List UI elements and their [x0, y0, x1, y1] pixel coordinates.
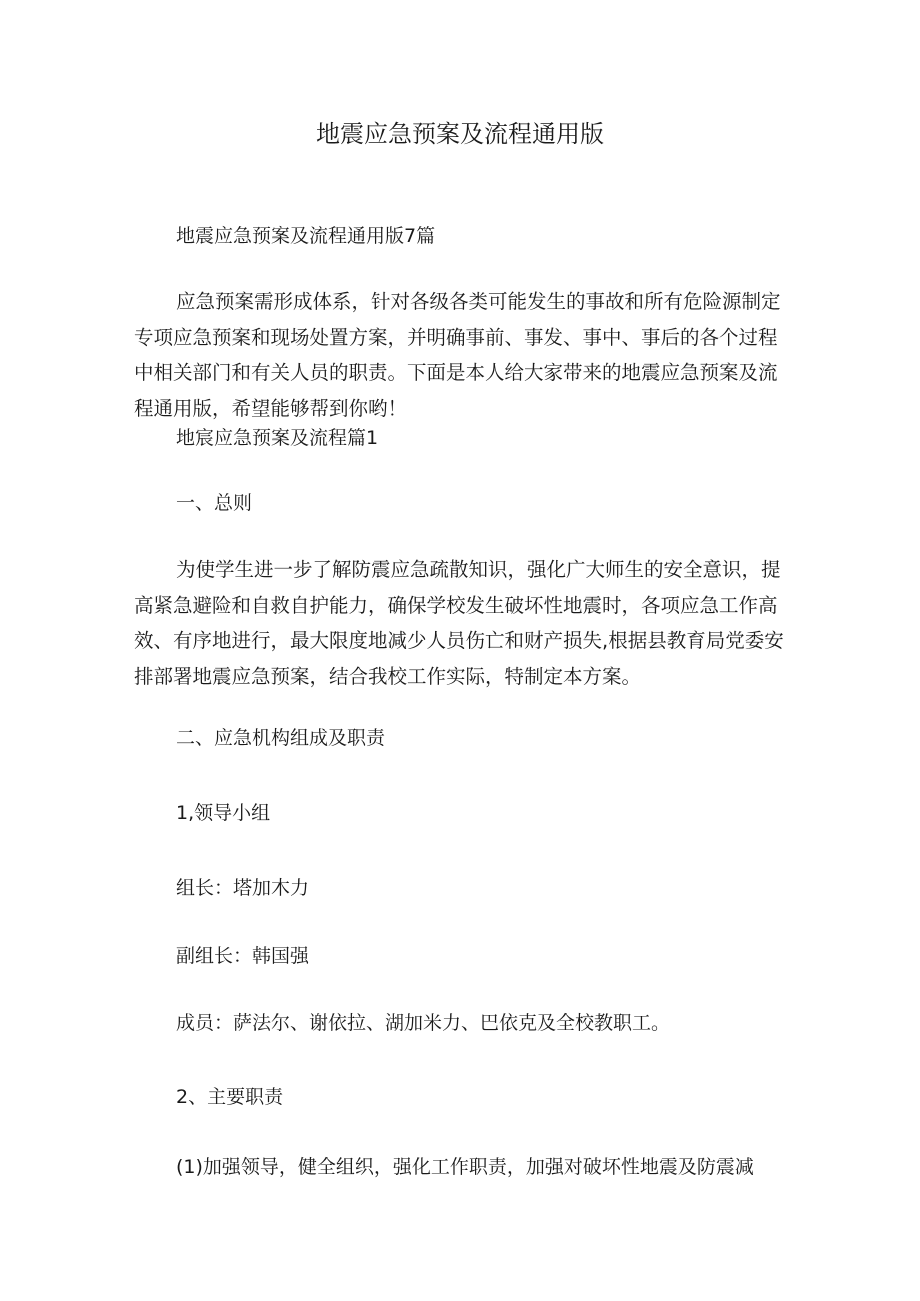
leader-line: 组长：塔加木力 — [176, 877, 310, 899]
chapter-heading: 地宸应急预案及流程篇1 — [176, 427, 379, 449]
general-paragraph: 为使学生进一步了解防震应急疏散知识，强化广大师生的安全意识，提高紧急避险和自救自护能力，确保学校发生破坏性地震时，各项应急工作高效、有序地进行，最大限度地减少人员伤亡和财产损失,根据县教育局党委安排部署地震应急预案，结合我校工作实际，特制定本方案。 — [134, 558, 784, 688]
section-heading-general: 一、总则 — [176, 492, 253, 514]
members-line: 成员：萨法尔、谢依拉、湖加米力、巴依克及全校教职工。 — [176, 1012, 671, 1034]
subsection-heading-duties: 2、主要职责 — [176, 1086, 284, 1108]
section-heading-organization: 二、应急机构组成及职责 — [176, 727, 386, 749]
duty-item-1: (1)加强领导，健全组织，强化工作职责，加强对破坏性地震及防震减 — [176, 1156, 754, 1178]
document-subtitle: 地震应急预案及流程通用版7篇 — [176, 225, 436, 247]
document-title: 地震应急预案及流程通用版 — [316, 120, 604, 148]
subsection-heading-leadership: 1,领导小组 — [176, 802, 271, 824]
intro-paragraph: 应急预案需形成体系，针对各级各类可能发生的事故和所有危险源制定专项应急预案和现场处置方案，并明确事前、事发、事中、事后的各个过程中相关部门和有关人员的职责。下面是本人给大家带来的地震应急预案及流程通用版，希望能够帮到你哟！ — [134, 290, 781, 420]
deputy-leader-line: 副组长：韩国强 — [176, 945, 310, 967]
